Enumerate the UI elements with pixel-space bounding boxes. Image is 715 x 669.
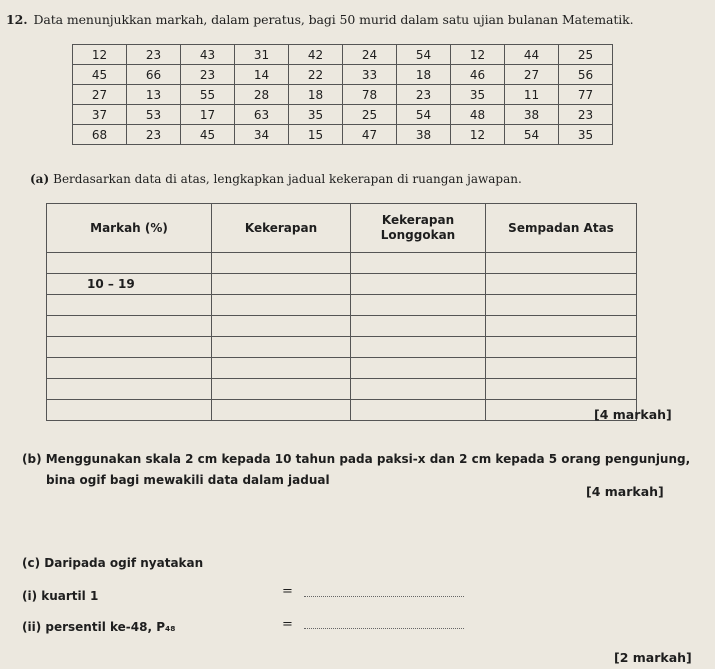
answer-cell[interactable] [486,316,637,337]
marks-cell: 28 [235,85,289,105]
answer-cell[interactable]: 10 – 19 [47,274,212,295]
marks-cell: 77 [559,85,613,105]
marks-cell: 78 [343,85,397,105]
marks-cell: 12 [451,45,505,65]
marks-cell: 23 [127,125,181,145]
marks-cell: 12 [73,45,127,65]
marks-cell: 38 [397,125,451,145]
answer-cell[interactable] [212,400,351,421]
marks-cell: 15 [289,125,343,145]
part-c-item-ii: (ii) persentil ke-48, P₄₈ [22,620,176,634]
marks-cell: 47 [343,125,397,145]
marks-row [73,85,613,105]
marks-cell: 53 [127,105,181,125]
answer-cell[interactable] [486,337,637,358]
part-c-marks: [2 markah] [614,650,692,665]
marks-cell: 37 [73,105,127,125]
part-c-text: (c) Daripada ogif nyatakan [22,556,204,570]
answer-cell[interactable] [212,274,351,295]
question-text: Data menunjukkan markah, dalam peratus, bagi 50 murid dalam satu ujian bulanan Matematik. [33,12,634,27]
part-a-marks: [4 markah] [594,407,672,422]
marks-cell: 35 [451,85,505,105]
marks-cell: 25 [559,45,613,65]
marks-cell: 31 [235,45,289,65]
table-row [47,295,637,316]
marks-cell: 35 [559,125,613,145]
marks-cell: 27 [73,85,127,105]
answer-cell[interactable] [47,337,212,358]
answer-cell[interactable] [351,295,486,316]
answer-cell[interactable] [47,379,212,400]
answer-cell[interactable] [47,358,212,379]
equals-sign-i: = [282,584,293,599]
marks-cell: 44 [505,45,559,65]
header-kekerapan-longgokan: Kekerapan Longgokan [351,204,486,253]
part-a-instruction [30,172,522,186]
equals-sign-ii: = [282,617,293,632]
marks-cell: 33 [343,65,397,85]
marks-cell: 12 [451,125,505,145]
answer-line-i[interactable] [304,596,464,597]
frequency-table [46,203,637,421]
part-b-line2: bina ogif bagi mewakili data dalam jadual [46,473,330,487]
marks-cell: 34 [235,125,289,145]
header-markah: Markah (%) [47,204,212,253]
marks-cell: 23 [559,105,613,125]
marks-cell: 35 [289,105,343,125]
answer-cell[interactable] [486,358,637,379]
marks-data-table [72,44,613,145]
answer-cell[interactable] [351,316,486,337]
marks-row [73,105,613,125]
marks-cell: 48 [451,105,505,125]
answer-cell[interactable] [351,337,486,358]
marks-cell: 68 [73,125,127,145]
marks-cell: 56 [559,65,613,85]
marks-cell: 18 [397,65,451,85]
answer-cell[interactable] [351,253,486,274]
answer-cell[interactable] [486,295,637,316]
part-c-item-i: (i) kuartil 1 [22,589,99,603]
marks-cell: 27 [505,65,559,85]
answer-cell[interactable] [212,358,351,379]
marks-cell: 46 [451,65,505,85]
part-a-label: (a) [30,172,50,186]
answer-cell[interactable] [486,253,637,274]
table-row [47,400,637,421]
marks-cell: 11 [505,85,559,105]
marks-cell: 23 [181,65,235,85]
answer-cell[interactable] [351,400,486,421]
marks-cell: 17 [181,105,235,125]
marks-cell: 43 [181,45,235,65]
marks-cell: 23 [127,45,181,65]
table-row [47,253,637,274]
question-number: 12. [6,12,28,27]
table-row [47,337,637,358]
table-row [47,358,637,379]
answer-cell[interactable] [351,358,486,379]
answer-line-ii[interactable] [304,628,464,629]
question-stem [6,12,634,27]
marks-row [73,125,613,145]
marks-cell: 42 [289,45,343,65]
marks-cell: 25 [343,105,397,125]
answer-cell[interactable] [47,316,212,337]
marks-cell: 66 [127,65,181,85]
marks-cell: 13 [127,85,181,105]
marks-cell: 54 [505,125,559,145]
answer-cell[interactable] [486,379,637,400]
marks-cell: 18 [289,85,343,105]
answer-cell[interactable] [212,295,351,316]
answer-cell[interactable] [212,253,351,274]
marks-cell: 54 [397,105,451,125]
marks-cell: 14 [235,65,289,85]
marks-cell: 23 [397,85,451,105]
marks-cell: 54 [397,45,451,65]
answer-cell[interactable] [212,337,351,358]
table-row [47,274,637,295]
part-b-line1: (b) Menggunakan skala 2 cm kepada 10 tahun pada paksi-x dan 2 cm kepada 5 orang pengunjung, [22,452,691,466]
answer-cell[interactable] [351,379,486,400]
answer-cell[interactable] [212,379,351,400]
marks-cell: 24 [343,45,397,65]
part-b-marks: [4 markah] [586,484,664,499]
marks-row [73,45,613,65]
marks-cell: 22 [289,65,343,85]
part-a-text: Berdasarkan data di atas, lengkapkan jadual kekerapan di ruangan jawapan. [53,172,522,186]
answer-cell[interactable] [351,274,486,295]
header-kekerapan: Kekerapan [212,204,351,253]
table-row [47,379,637,400]
answer-cell[interactable] [212,316,351,337]
marks-cell: 45 [73,65,127,85]
marks-cell: 63 [235,105,289,125]
marks-row [73,65,613,85]
table-row [47,316,637,337]
marks-cell: 45 [181,125,235,145]
answer-cell[interactable] [47,295,212,316]
answer-cell[interactable] [47,400,212,421]
answer-cell[interactable] [47,253,212,274]
header-sempadan-atas: Sempadan Atas [486,204,637,253]
marks-cell: 38 [505,105,559,125]
answer-cell[interactable] [486,274,637,295]
marks-cell: 55 [181,85,235,105]
